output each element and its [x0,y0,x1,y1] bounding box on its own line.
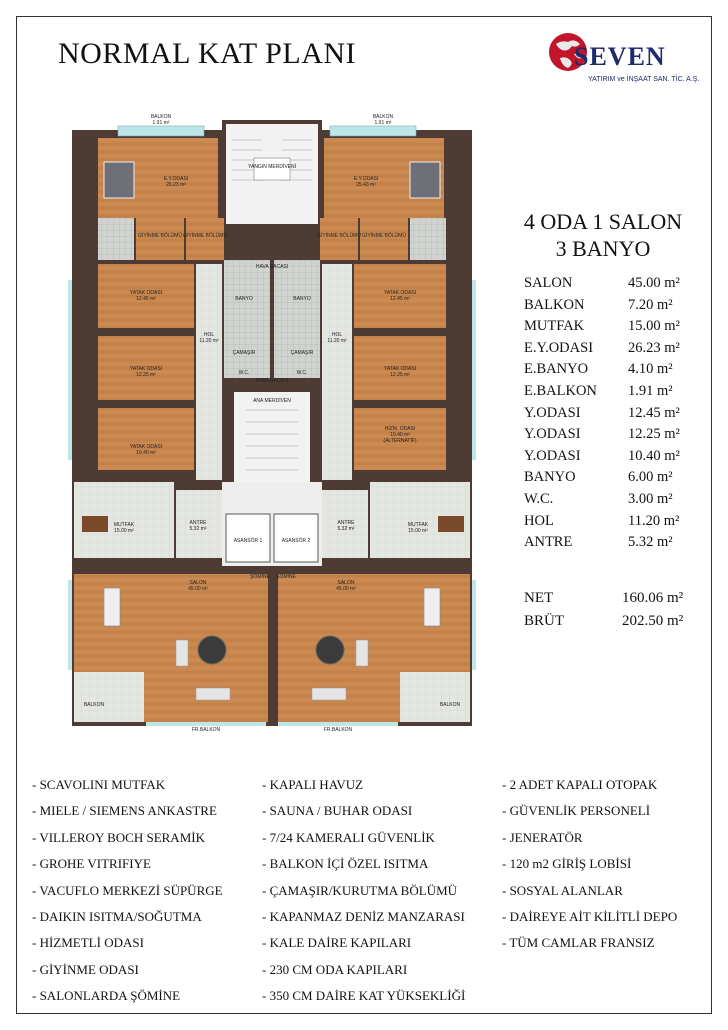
total-gross: BRÜT 202.50 m² [524,613,684,629]
dressing-right-2 [360,218,408,260]
area-row: BALKON 7.20 m² [524,296,673,313]
svg-text:ŞÖMİNE: ŞÖMİNE [250,574,270,580]
wet-core-right [274,260,320,378]
svg-text:BALKON: BALKON [439,702,461,708]
area-row: E.Y.ODASI 26.23 m² [524,339,680,356]
svg-text:YATAK ODASI: YATAK ODASI [383,290,417,296]
spec-heading-baths: 3 BANYO [555,236,651,261]
hall-right [322,264,352,480]
floor-plan [66,110,478,734]
feature-item: - KAPALI HAVUZ [262,777,364,792]
features-column-2 [262,775,465,1013]
balcony-right [400,672,470,722]
svg-text:ANTRE: ANTRE [189,520,207,526]
svg-text:E.Y.ODASI: E.Y.ODASI [163,176,189,182]
svg-text:26.23 m²: 26.23 m² [166,182,186,188]
svg-text:YANGIN MERDİVENİ: YANGIN MERDİVENİ [248,164,296,170]
feature-item: - KAPANMAZ DENİZ MANZARASI [262,908,465,924]
svg-text:5.32 m²: 5.32 m² [337,526,355,532]
svg-text:SALON: SALON [337,580,355,586]
page-title: NORMAL KAT PLANI [58,37,357,70]
master-bath-right [410,218,446,260]
balcony-left [74,672,144,722]
svg-text:(ALTERNATİF): (ALTERNATİF) [383,438,417,444]
svg-text:1.91 m²: 1.91 m² [374,120,392,126]
svg-text:YATAK ODASI: YATAK ODASI [129,444,163,450]
feature-item: - TÜM CAMLAR FRANSIZ [502,935,655,951]
svg-text:BALKON: BALKON [372,114,394,120]
area-row: E.BALKON 1.91 m² [524,382,673,399]
svg-text:FR.BALKON: FR.BALKON [323,727,353,733]
svg-text:10.40 m²: 10.40 m² [136,450,156,456]
svg-text:YATAK ODASI: YATAK ODASI [129,290,163,296]
feature-item: - VACUFLO MERKEZİ SÜPÜRGE [32,882,223,898]
svg-text:ÇAMAŞIR: ÇAMAŞIR [232,350,256,356]
company-logo [548,30,700,90]
feature-item: - KALE DAİRE KAPILARI [262,935,412,951]
svg-text:5.32 m²: 5.32 m² [189,526,207,532]
svg-text:YATAK ODASI: YATAK ODASI [129,366,163,372]
logo-brand-text: SEVEN [574,42,666,71]
balcony-right-top [330,126,416,136]
svg-text:BANYO: BANYO [293,296,311,302]
svg-text:E.Y.ODASI: E.Y.ODASI [353,176,379,182]
feature-item: - MIELE / SIEMENS ANKASTRE [32,803,217,819]
spec-heading-rooms: 4 ODA 1 SALON [523,209,683,234]
master-bath-left [98,218,134,260]
area-row: Y.ODASI 12.45 m² [524,404,680,421]
feature-item: - VILLEROY BOCH SERAMİK [32,829,205,845]
svg-text:W.C.: W.C. [296,370,308,376]
svg-text:W.C.: W.C. [238,370,250,376]
feature-item: - SAUNA / BUHAR ODASI [262,803,413,819]
svg-text:11.20 m²: 11.20 m² [199,338,219,344]
area-row: BANYO 6.00 m² [524,469,673,486]
area-row: MUTFAK 15.00 m² [524,318,680,335]
svg-text:12.45 m²: 12.45 m² [136,296,156,302]
svg-text:ASANSÖR 2: ASANSÖR 2 [281,538,311,544]
feature-item: - SOSYAL ALANLAR [502,882,623,898]
dressing-right-1 [320,218,358,260]
feature-item: - GİYİNME ODASI [32,961,139,977]
feature-item: - 2 ADET KAPALI OTOPAK [502,777,658,792]
svg-text:MUTFAK: MUTFAK [113,522,135,528]
svg-text:YATAK ODASI: YATAK ODASI [383,366,417,372]
balcony-left-top [118,126,204,136]
area-totals [524,590,714,636]
feature-item: - GROHE VITRIFIYE [32,856,151,872]
area-table [524,275,714,556]
feature-item: - DAİREYE AİT KİLİTLİ DEPO [502,908,678,924]
svg-text:BANYO: BANYO [235,296,253,302]
dressing-left-1 [136,218,184,260]
features-column-1 [32,775,223,1013]
svg-text:BALKON: BALKON [150,114,172,120]
feature-item: - 230 CM ODA KAPILARI [262,961,408,977]
area-row: HOL 11.20 m² [524,512,680,529]
feature-item: - 350 CM DAİRE KAT YÜKSEKLİĞİ [262,988,466,1004]
svg-text:HİZM. ODASI: HİZM. ODASI [384,426,416,432]
svg-text:HOL: HOL [203,332,215,338]
svg-text:BALKON: BALKON [83,702,105,708]
bedroom-left-3 [98,408,194,470]
feature-item: - SCAVOLINI MUTFAK [32,777,166,792]
features-column-3 [502,775,677,960]
svg-text:ANA MERDİVEN: ANA MERDİVEN [253,398,291,404]
svg-text:GİYİNME BÖLÜMÜ: GİYİNME BÖLÜMÜ [362,233,406,239]
svg-text:45.00 m²: 45.00 m² [336,586,356,592]
svg-text:15.00 m²: 15.00 m² [114,528,134,534]
area-row: Y.ODASI 12.25 m² [524,426,680,443]
svg-text:1.91 m²: 1.91 m² [152,120,170,126]
spec-heading [508,208,698,262]
svg-text:45.00 m²: 45.00 m² [188,586,208,592]
svg-text:25.43 m²: 25.43 m² [356,182,376,188]
feature-item: - SALONLARDA ŞÖMİNE [32,988,181,1004]
french-balcony-left [68,280,72,460]
svg-text:10.40 m²: 10.40 m² [390,432,410,438]
svg-text:12.45 m²: 12.45 m² [390,296,410,302]
area-row: ANTRE 5.32 m² [524,534,673,551]
total-net: NET 160.06 m² [524,590,684,606]
feature-item: - ÇAMAŞIR/KURUTMA BÖLÜMÜ [262,882,458,898]
svg-text:ASANSÖR 1: ASANSÖR 1 [233,538,263,544]
feature-item: - HİZMETLİ ODASI [32,935,144,951]
svg-text:FR.BALKON: FR.BALKON [191,727,221,733]
french-balcony-right [472,280,476,460]
svg-text:ŞÖMİNE: ŞÖMİNE [276,574,296,580]
feature-item: - DAIKIN ISITMA/SOĞUTMA [32,908,202,924]
feature-item: - GÜVENLİK PERSONELİ [502,803,651,819]
svg-text:MUTFAK: MUTFAK [407,522,429,528]
main-stair [234,392,310,488]
svg-text:HAVA BACASI: HAVA BACASI [255,264,289,270]
svg-text:SALON: SALON [189,580,207,586]
area-row: E.BANYO 4.10 m² [524,361,673,378]
feature-item: - JENERATÖR [502,829,583,845]
svg-text:HAVA BACASI: HAVA BACASI [255,378,289,384]
svg-text:GİYİNME BÖLÜMÜ: GİYİNME BÖLÜMÜ [138,233,182,239]
svg-text:ANTRE: ANTRE [337,520,355,526]
svg-text:GİYİNME BÖLÜMÜ: GİYİNME BÖLÜMÜ [183,233,227,239]
feature-item: - 120 m2 GİRİŞ LOBİSİ [502,856,632,872]
feature-item: - 7/24 KAMERALI GÜVENLİK [262,829,435,845]
svg-text:GİYİNME BÖLÜMÜ: GİYİNME BÖLÜMÜ [317,233,361,239]
svg-text:11.20 m²: 11.20 m² [327,338,347,344]
svg-text:HOL: HOL [331,332,343,338]
svg-text:ÇAMAŞIR: ÇAMAŞIR [290,350,314,356]
feature-item: - BALKON İÇİ ÖZEL ISITMA [262,856,429,872]
area-row: SALON 45.00 m² [524,275,680,291]
wet-core-left [224,260,270,378]
area-row: W.C. 3.00 m² [524,490,673,507]
svg-text:12.25 m²: 12.25 m² [136,372,156,378]
svg-text:15.00 m²: 15.00 m² [408,528,428,534]
svg-text:12.25 m²: 12.25 m² [390,372,410,378]
logo-tagline: YATIRIM ve İNŞAAT SAN. TİC. A.Ş. [588,76,700,83]
area-row: Y.ODASI 10.40 m² [524,447,680,464]
dressing-left-2 [186,218,224,260]
hall-left [196,264,222,480]
